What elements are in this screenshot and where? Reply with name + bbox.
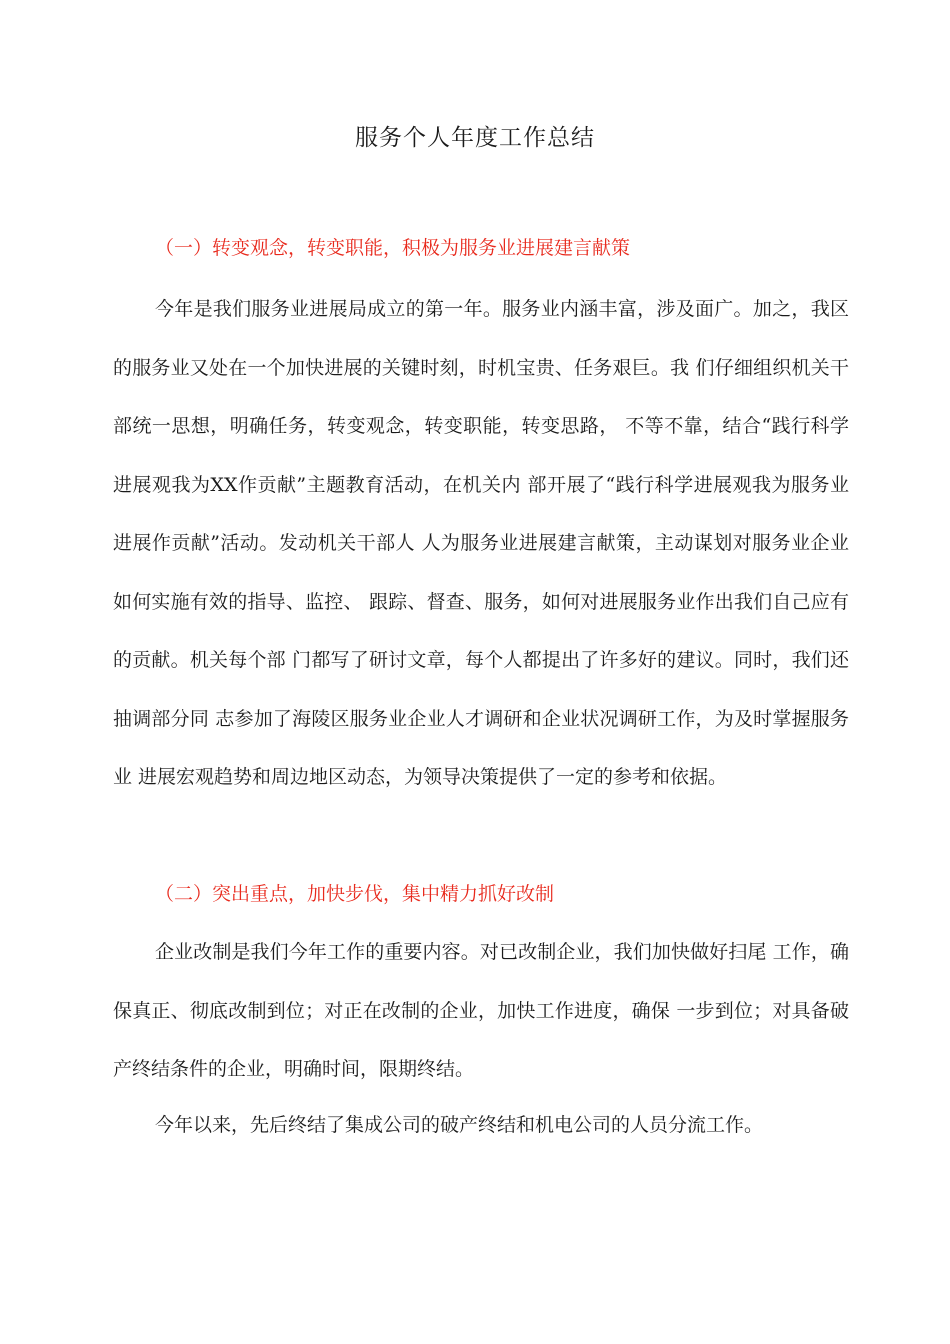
document-title: 服务个人年度工作总结 bbox=[355, 125, 595, 151]
section-paragraph-3: 今年以来，先后终结了集成公司的破产终结和机电公司的人员分流工作。 bbox=[155, 1114, 764, 1136]
section-paragraph-2: 企业改制是我们今年工作的重要内容。对已改制企业，我们加快做好扫尾 工作，确保真正、彻底改制到位；对正在改制的企业，加快工作进度，确保 一步到位；对具备破产终结条件的企业，明确时间，限期终结。 bbox=[113, 941, 849, 1080]
section-heading-2: （二）突出重点，加快步伐，集中精力抓好改制 bbox=[155, 883, 555, 905]
section-paragraph-1: 今年是我们服务业进展局成立的第一年。服务业内涵丰富，涉及面广。加之，我区的服务业又处在一个加快进展的关键时刻，时机宝贵、任务艰巨。我 们仔细组织机关干部统一思想，明确任务，转变观念，转变职能，转变思路， 不等不靠，结合“践行科学进展观我为XX作贡献”主题教育活动，在机关内 部开展了“践行科学进展观我为服务业进展作贡献”活动。发动机关干部人 人为服务业进展建言献策，主动谋划对服务业企业如何实施有效的指导、监控、 跟踪、督查、服务，如何对进展服务业作出我们自己应有的贡献。机关每个部 门都写了研讨文章，每个人都提出了许多好的建议。同时，我们还抽调部分同 志参加了海陵区服务业企业人才调研和企业状况调研工作，为及时掌握服务业 进展宏观趋势和周边地区动态，为领导决策提供了一定的参考和依据。 bbox=[113, 298, 849, 788]
section-heading-1: （一）转变观念，转变职能，积极为服务业进展建言献策 bbox=[155, 237, 631, 259]
